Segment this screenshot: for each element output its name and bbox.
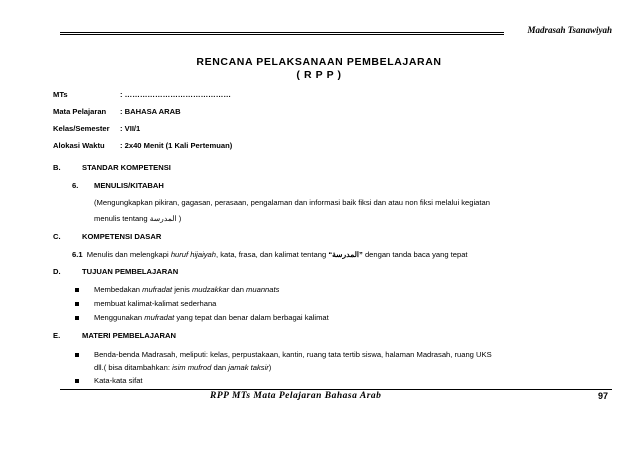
section-b-desc-line2 xyxy=(94,214,181,223)
section-b-letter: B. xyxy=(53,163,61,172)
section-c-line xyxy=(72,250,468,259)
text: mufradat xyxy=(144,313,175,322)
section-c-title: KOMPETENSI DASAR xyxy=(82,232,162,241)
list-item xyxy=(75,350,79,359)
section-c-text3: , kata, frasa, dan kalimat tentang xyxy=(216,250,327,259)
section-c-arabic: “ﺍﻟﻤﺪﺭﺳﺔ” xyxy=(328,250,363,259)
section-b-arabic: ﺍﻟﻤﺪﺭﺳﺔ xyxy=(149,214,177,223)
text: isim mufrod xyxy=(172,363,212,372)
identity-label: Mata Pelajaran xyxy=(53,107,107,116)
header-brand: Madrasah Tsanawiyah xyxy=(527,25,612,35)
text: mufradat xyxy=(142,285,173,294)
identity-value: : VII/1 xyxy=(120,124,141,133)
section-c-letter: C. xyxy=(53,232,61,241)
list-item-text xyxy=(94,313,329,322)
section-c-text4: dengan tanda baca yang tepat xyxy=(364,250,468,259)
text: ) xyxy=(268,363,272,372)
list-item xyxy=(75,313,79,322)
section-b-title: STANDAR KOMPETENSI xyxy=(82,163,171,172)
section-e-letter: E. xyxy=(53,331,61,340)
identity-value: : …………………………………… xyxy=(120,90,231,99)
section-b-desc2-prefix: menulis tentang xyxy=(94,214,148,223)
list-item xyxy=(75,299,79,308)
text: dll.( bisa ditambahkan: xyxy=(94,363,170,372)
text: Membedakan xyxy=(94,285,141,294)
list-item xyxy=(75,285,79,294)
section-b-desc: (Mengungkapkan pikiran, gagasan, perasaan, pengalaman dan informasi baik fiksi dan atau non fiksi melalui kegiatan xyxy=(94,198,490,207)
text: muannats xyxy=(246,285,280,294)
identity-label: MTs xyxy=(53,90,68,99)
section-c-num: 6.1 xyxy=(72,250,83,259)
list-item-text: membuat kalimat-kalimat sederhana xyxy=(94,299,217,308)
bullet-icon xyxy=(75,302,79,306)
text: dan xyxy=(213,363,227,372)
list-item-text xyxy=(94,285,279,294)
section-c-text1: Menulis dan melengkapi xyxy=(86,250,169,259)
identity-value: : 2x40 Menit (1 Kali Pertemuan) xyxy=(120,141,233,150)
identity-value: : BAHASA ARAB xyxy=(120,107,181,116)
section-b-desc2-suffix: ) xyxy=(178,214,182,223)
identity-label: Alokasi Waktu xyxy=(53,141,105,150)
bullet-icon xyxy=(75,316,79,320)
section-d-title: TUJUAN PEMBELAJARAN xyxy=(82,267,179,276)
section-b-item-title: MENULIS/KITABAH xyxy=(94,181,164,190)
page-title: RENCANA PELAKSANAAN PEMBELAJARAN xyxy=(196,56,442,68)
identity-label: Kelas/Semester xyxy=(53,124,110,133)
bullet-icon xyxy=(75,379,79,383)
section-c-text2: huruf hijaiyah xyxy=(170,250,216,259)
bullet-icon xyxy=(75,353,79,357)
list-item-text: Benda-benda Madrasah, meliputi: kelas, perpustakaan, kantin, ruang tata tertib siswa, halaman Madrasah, ruang UKS xyxy=(94,350,492,359)
header-rule xyxy=(60,32,504,33)
page-subtitle: ( R P P ) xyxy=(296,69,342,81)
text: jenis xyxy=(174,285,190,294)
text: Menggunakan xyxy=(94,313,143,322)
section-b-item-num: 6. xyxy=(72,181,79,190)
text: mudzakkar xyxy=(191,285,230,294)
footer-title: RPP MTs Mata Pelajaran Bahasa Arab xyxy=(210,391,382,401)
text: yang tepat dan benar dalam berbagai kalimat xyxy=(176,313,329,322)
section-e-title: MATERI PEMBELAJARAN xyxy=(82,331,176,340)
list-item-text: Kata-kata sifat xyxy=(94,376,143,385)
section-d-letter: D. xyxy=(53,267,61,276)
list-item-text-line2 xyxy=(94,363,271,372)
page-number: 97 xyxy=(597,391,608,401)
text: dan xyxy=(231,285,244,294)
footer-rule xyxy=(60,389,612,390)
list-item xyxy=(75,376,79,385)
text: jamak taksir xyxy=(228,363,269,372)
bullet-icon xyxy=(75,288,79,292)
header-rule-second xyxy=(60,34,504,35)
